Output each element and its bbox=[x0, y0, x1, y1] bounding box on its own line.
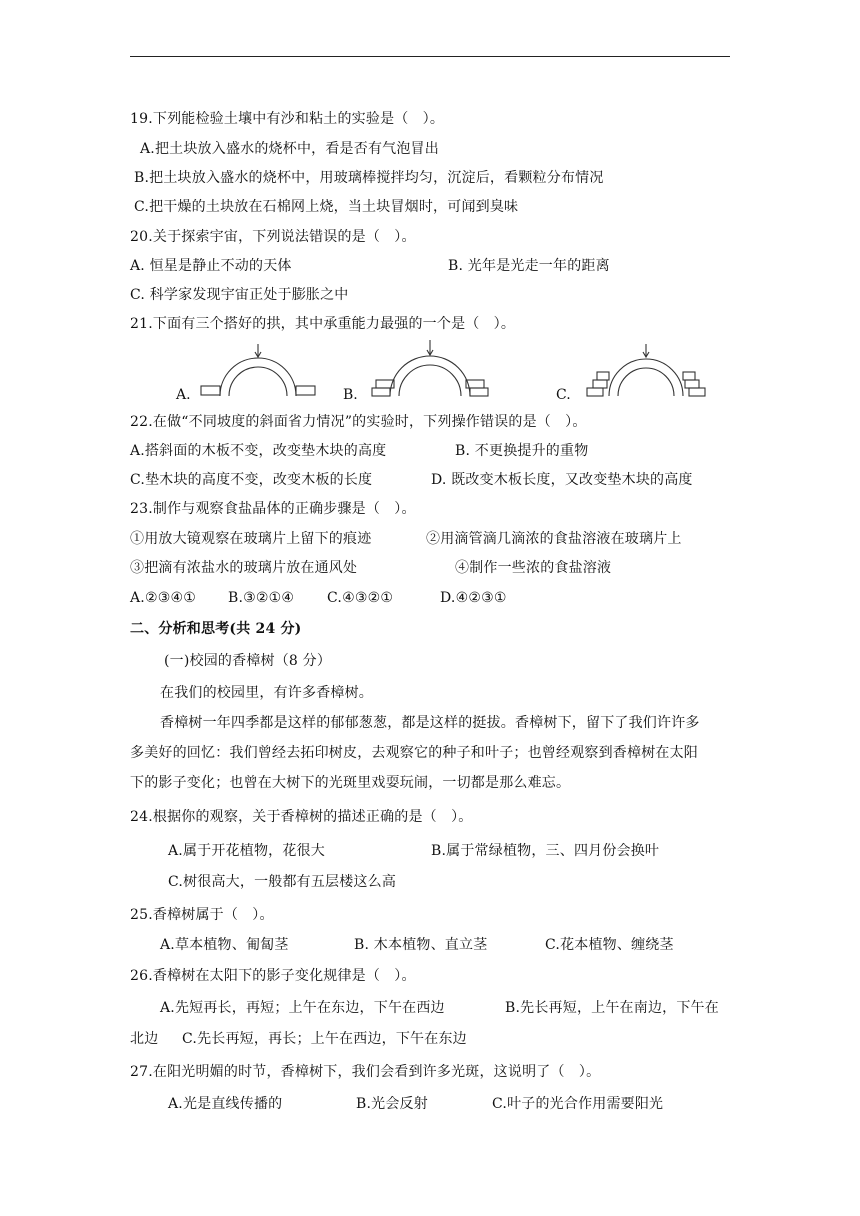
q20-option-b: B. 光年是光走一年的距离 bbox=[448, 258, 610, 274]
q23-step-4: ④制作一些浓的食盐溶液 bbox=[455, 560, 612, 576]
arch-label-a: A. bbox=[176, 387, 191, 403]
arch-a-figure bbox=[201, 344, 315, 396]
q22-option-a: A.搭斜面的木板不变，改变垫木块的高度 bbox=[130, 443, 387, 459]
q23-step-1: ①用放大镜观察在玻璃片上留下的痕迹 bbox=[130, 531, 372, 547]
header-rule bbox=[130, 56, 730, 57]
q27-option-c: C.叶子的光合作用需要阳光 bbox=[492, 1096, 664, 1112]
section-heading: 二、分析和思考(共 24 分) bbox=[130, 621, 302, 637]
q25-stem: 25.香樟树属于（ ）。 bbox=[130, 907, 274, 923]
q20-option-a: A. 恒星是静止不动的天体 bbox=[130, 258, 292, 274]
q25-option-a: A.草本植物、匍匐茎 bbox=[160, 937, 289, 953]
q24-option-b: B.属于常绿植物，三、四月份会换叶 bbox=[431, 843, 660, 859]
q20-stem: 20.关于探索宇宙，下列说法错误的是（ ）。 bbox=[130, 229, 416, 245]
arch-figures bbox=[170, 340, 730, 402]
q22-stem: 22.在做“不同坡度的斜面省力情况”的实验时，下列操作错误的是（ ）。 bbox=[130, 414, 587, 430]
q27-option-a: A.光是直线传播的 bbox=[168, 1096, 283, 1112]
q19-option-a: A.把土块放入盛水的烧杯中，看是否有气泡冒出 bbox=[140, 141, 439, 157]
q20-option-c: C. 科学家发现宇宙正处于膨胀之中 bbox=[130, 287, 349, 303]
q24-option-a: A.属于开花植物，花很大 bbox=[168, 843, 325, 859]
q19-option-b: B.把土块放入盛水的烧杯中，用玻璃棒搅拌均匀，沉淀后，看颗粒分布情况 bbox=[134, 170, 604, 186]
q23-step-2: ②用滴管滴几滴浓的食盐溶液在玻璃片上 bbox=[426, 531, 682, 547]
q22-option-d: D. 既改变木板长度，又改变垫木块的高度 bbox=[431, 472, 693, 488]
arch-c-figure bbox=[587, 344, 705, 396]
arch-label-c: C. bbox=[556, 387, 571, 403]
q23-step-3: ③把滴有浓盐水的玻璃片放在通风处 bbox=[130, 560, 358, 576]
arch-label-b: B. bbox=[343, 387, 358, 403]
section-subheading: (一)校园的香樟树（8 分） bbox=[164, 653, 332, 669]
q24-option-c: C.树很高大，一般都有五层楼这么高 bbox=[168, 874, 397, 890]
q24-stem: 24.根据你的观察，关于香樟树的描述正确的是（ ）。 bbox=[130, 809, 473, 825]
q26-option-b-continued: 北边 bbox=[130, 1031, 159, 1047]
passage-line-4: 下的影子变化；也曾在大树下的光斑里戏耍玩闹，一切都是那么难忘。 bbox=[130, 775, 571, 791]
q25-option-c: C.花本植物、缠绕茎 bbox=[545, 937, 674, 953]
q22-option-b: B. 不更换提升的重物 bbox=[455, 443, 589, 459]
q23-option-b: B.③②①④ bbox=[228, 590, 295, 606]
q27-stem: 27.在阳光明媚的时节，香樟树下，我们会看到许多光斑，这说明了（ ）。 bbox=[130, 1064, 601, 1080]
q23-stem: 23.制作与观察食盐晶体的正确步骤是（ ）。 bbox=[130, 501, 416, 517]
passage-line-1: 在我们的校园里，有许多香樟树。 bbox=[160, 685, 373, 701]
q26-option-a: A.先短再长，再短；上午在东边，下午在西边 bbox=[160, 1000, 445, 1016]
arch-b-figure bbox=[372, 340, 488, 396]
passage-line-3: 多美好的回忆：我们曾经去拓印树皮，去观察它的种子和叶子；也曾经观察到香樟树在太阳 bbox=[130, 745, 698, 761]
passage-line-2: 香樟树一年四季都是这样的郁郁葱葱，都是这样的挺拔。香樟树下，留下了我们许许多 bbox=[160, 715, 700, 731]
q27-option-b: B.光会反射 bbox=[356, 1096, 428, 1112]
q21-stem: 21.下面有三个搭好的拱，其中承重能力最强的一个是（ ）。 bbox=[130, 316, 516, 332]
q26-stem: 26.香樟树在太阳下的影子变化规律是（ ）。 bbox=[130, 968, 416, 984]
q23-option-a: A.②③④① bbox=[130, 590, 196, 606]
q19-option-c: C.把干燥的土块放在石棉网上烧，当土块冒烟时，可闻到臭味 bbox=[134, 199, 519, 215]
q26-option-c: C.先长再短，再长；上午在西边，下午在东边 bbox=[182, 1031, 467, 1047]
q23-option-d: D.④②③① bbox=[440, 590, 507, 606]
q26-option-b: B.先长再短，上午在南边，下午在 bbox=[505, 1000, 719, 1016]
q23-option-c: C.④③②① bbox=[327, 590, 394, 606]
q22-option-c: C.垫木块的高度不变，改变木板的长度 bbox=[130, 472, 373, 488]
q25-option-b: B. 木本植物、直立茎 bbox=[354, 937, 488, 953]
q19-stem: 19.下列能检验土壤中有沙和粘土的实验是（ ）。 bbox=[130, 111, 445, 127]
